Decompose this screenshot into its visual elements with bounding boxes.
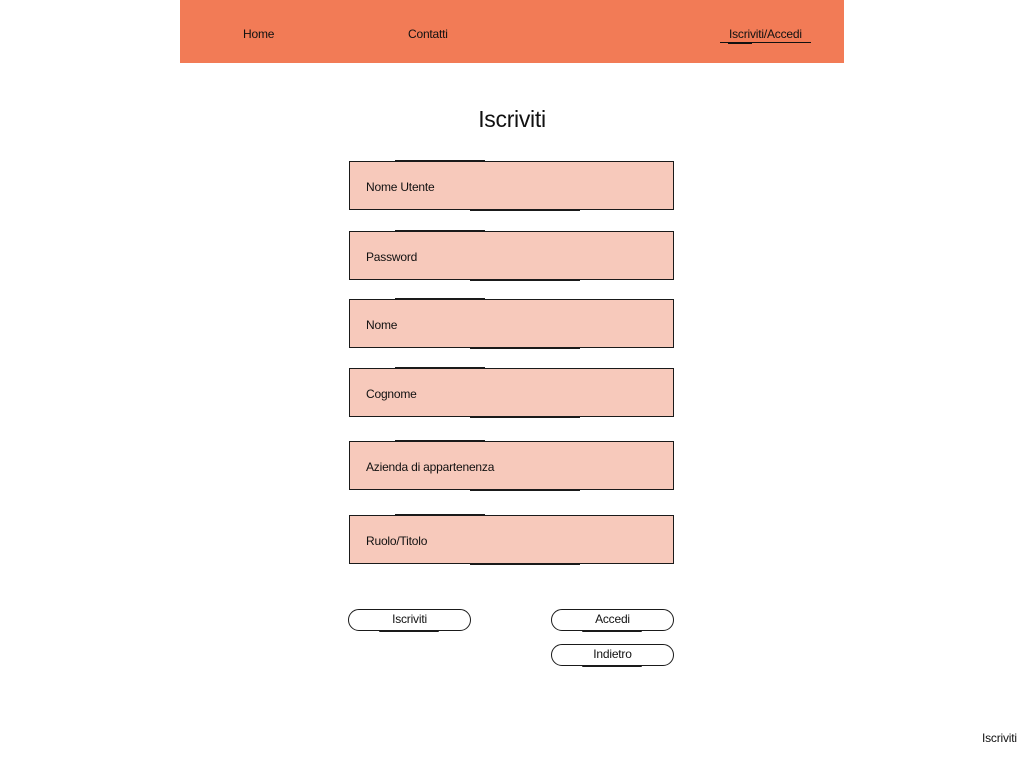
role-title-field[interactable] bbox=[349, 515, 674, 564]
username-field[interactable] bbox=[349, 161, 674, 210]
page-title: Iscriviti bbox=[478, 106, 546, 132]
nav-account-link[interactable]: Iscriviti/Accedi bbox=[729, 27, 802, 41]
role-title-field-label: Ruolo/Titolo bbox=[366, 534, 428, 548]
last-name-field-label: Cognome bbox=[366, 387, 417, 401]
login-button[interactable]: Accedi bbox=[551, 609, 674, 631]
nav-contatti-link[interactable]: Contatti bbox=[408, 27, 448, 41]
active-nav-underline bbox=[720, 42, 811, 43]
signup-button[interactable]: Iscriviti bbox=[348, 609, 471, 631]
password-field-label: Password bbox=[366, 250, 418, 264]
top-navbar bbox=[180, 0, 844, 63]
company-field-label: Azienda di appartenenza bbox=[366, 460, 495, 474]
back-button[interactable]: Indietro bbox=[551, 644, 674, 666]
company-field[interactable] bbox=[349, 441, 674, 490]
last-name-field[interactable] bbox=[349, 368, 674, 417]
username-field-label: Nome Utente bbox=[366, 180, 435, 194]
first-name-field[interactable] bbox=[349, 299, 674, 348]
page-name-label: Iscriviti bbox=[982, 731, 1017, 745]
first-name-field-label: Nome bbox=[366, 318, 398, 332]
nav-home-link[interactable]: Home bbox=[243, 27, 275, 41]
password-field[interactable] bbox=[349, 231, 674, 280]
